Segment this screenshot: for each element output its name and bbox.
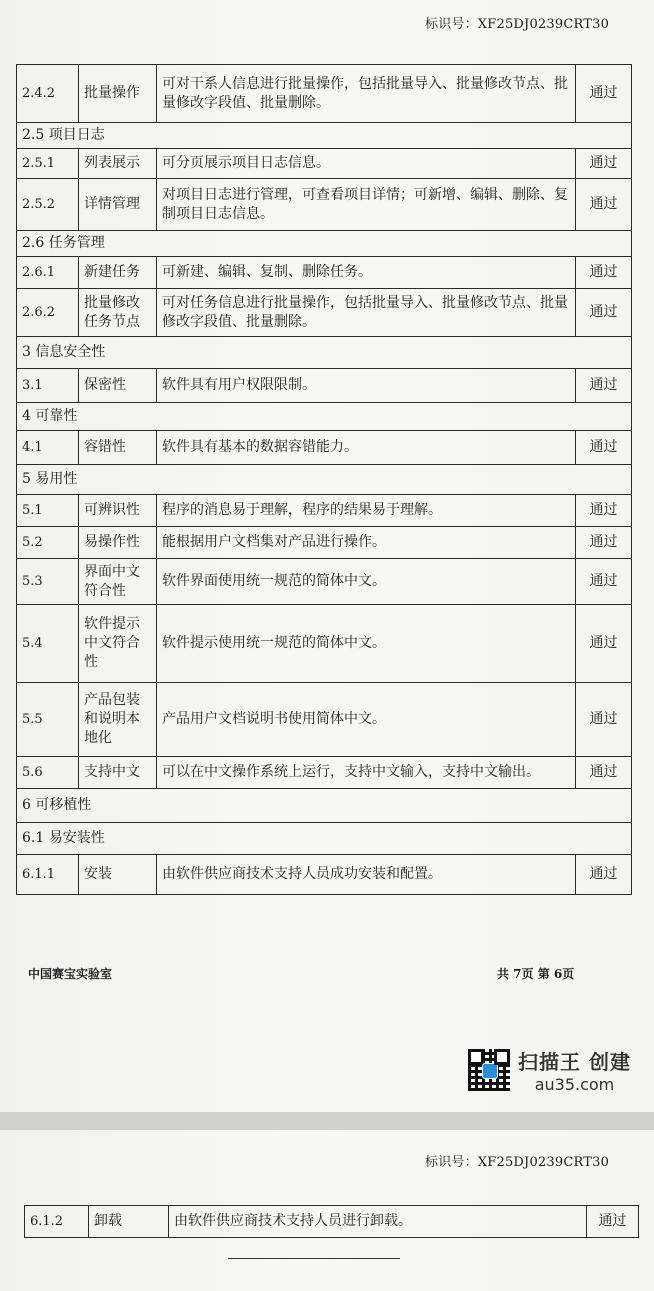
table-row — [17, 683, 632, 757]
item-result: 通过 — [576, 855, 632, 895]
section-heading: 6 可移植性 — [17, 789, 632, 823]
section-heading: 3 信息安全性 — [17, 337, 632, 369]
item-number: 5.2 — [17, 527, 79, 559]
page-number: 共 7页 第 6页 — [497, 967, 575, 981]
item-name: 详情管理 — [79, 179, 157, 231]
item-description: 可以在中文操作系统上运行，支持中文输入，支持中文输出。 — [157, 757, 576, 789]
item-description: 由软件供应商技术支持人员成功安装和配置。 — [157, 855, 576, 895]
item-description: 能根据用户文档集对产品进行操作。 — [157, 527, 576, 559]
item-name: 产品包装和说明本地化 — [79, 683, 157, 757]
item-number: 2.6.2 — [17, 289, 79, 337]
signature-line — [228, 1258, 400, 1259]
lab-name: 中国赛宝实验室 — [28, 967, 113, 981]
item-description: 可分页展示项目日志信息。 — [157, 149, 576, 179]
document-id-page-2: 标识号：XF25DJ0239CRT30 — [425, 1155, 610, 1170]
item-name: 软件提示中文符合性 — [79, 605, 157, 683]
item-result: 通过 — [576, 431, 632, 465]
table-row — [25, 1206, 639, 1238]
item-result: 通过 — [576, 179, 632, 231]
item-result: 通过 — [576, 495, 632, 527]
item-description: 可新建、编辑、复制、删除任务。 — [157, 257, 576, 289]
item-name: 界面中文符合性 — [79, 559, 157, 605]
section-heading: 2.5 项目日志 — [17, 123, 632, 149]
item-number: 4.1 — [17, 431, 79, 465]
item-name: 批量修改任务节点 — [79, 289, 157, 337]
item-result: 通过 — [576, 605, 632, 683]
section-row — [17, 789, 632, 823]
item-name: 保密性 — [79, 369, 157, 403]
item-result: 通过 — [587, 1206, 639, 1238]
table-row — [17, 179, 632, 231]
item-name: 可辨识性 — [79, 495, 157, 527]
item-description: 软件具有基本的数据容错能力。 — [157, 431, 576, 465]
document-id: 标识号：XF25DJ0239CRT30 — [425, 17, 610, 32]
table-row — [17, 559, 632, 605]
table-row — [17, 289, 632, 337]
section-row — [17, 403, 632, 431]
item-name: 批量操作 — [79, 65, 157, 123]
table-row — [17, 757, 632, 789]
section-heading: 2.6 任务管理 — [17, 231, 632, 257]
item-result: 通过 — [576, 559, 632, 605]
item-number: 2.4.2 — [17, 65, 79, 123]
test-results-table — [16, 64, 632, 895]
item-name: 支持中文 — [79, 757, 157, 789]
section-row — [17, 823, 632, 855]
item-name: 易操作性 — [79, 527, 157, 559]
item-name: 容错性 — [79, 431, 157, 465]
table-row — [17, 149, 632, 179]
section-row — [17, 337, 632, 369]
item-result: 通过 — [576, 289, 632, 337]
item-number: 6.1.1 — [17, 855, 79, 895]
item-name: 新建任务 — [79, 257, 157, 289]
item-number: 5.4 — [17, 605, 79, 683]
item-result: 通过 — [576, 757, 632, 789]
scanner-watermark — [468, 1046, 631, 1094]
item-name: 列表展示 — [79, 149, 157, 179]
table-row — [17, 369, 632, 403]
item-result: 通过 — [576, 65, 632, 123]
item-result: 通过 — [576, 149, 632, 179]
table-row — [17, 431, 632, 465]
section-heading: 5 易用性 — [17, 465, 632, 495]
item-description: 软件提示使用统一规范的简体中文。 — [157, 605, 576, 683]
item-result: 通过 — [576, 257, 632, 289]
section-row — [17, 465, 632, 495]
table-row — [17, 65, 632, 123]
item-result: 通过 — [576, 683, 632, 757]
item-number: 5.1 — [17, 495, 79, 527]
item-number: 2.5.2 — [17, 179, 79, 231]
item-description: 可对任务信息进行批量操作，包括批量导入、批量修改节点、批量修改字段值、批量删除。 — [157, 289, 576, 337]
page-gap — [0, 1112, 654, 1130]
item-name: 卸载 — [89, 1206, 169, 1238]
qr-code-icon — [468, 1049, 510, 1091]
item-number: 5.6 — [17, 757, 79, 789]
watermark-url: au35.com — [534, 1075, 615, 1094]
section-heading: 4 可靠性 — [17, 403, 632, 431]
item-description: 产品用户文档说明书使用简体中文。 — [157, 683, 576, 757]
table-row — [17, 495, 632, 527]
item-name: 安装 — [79, 855, 157, 895]
item-description: 可对干系人信息进行批量操作，包括批量导入、批量修改节点、批量修改字段值、批量删除。 — [157, 65, 576, 123]
table-row — [17, 257, 632, 289]
item-description: 对项目日志进行管理，可查看项目详情；可新增、编辑、删除、复制项目日志信息。 — [157, 179, 576, 231]
item-description: 软件具有用户权限限制。 — [157, 369, 576, 403]
document-page-7 — [0, 1130, 654, 1291]
test-results-table-continued — [24, 1205, 639, 1238]
item-number: 2.5.1 — [17, 149, 79, 179]
item-number: 5.3 — [17, 559, 79, 605]
item-number: 3.1 — [17, 369, 79, 403]
section-row — [17, 123, 632, 149]
table-row — [17, 527, 632, 559]
item-description: 软件界面使用统一规范的简体中文。 — [157, 559, 576, 605]
item-description: 由软件供应商技术支持人员进行卸载。 — [169, 1206, 587, 1238]
item-number: 6.1.2 — [25, 1206, 89, 1238]
item-number: 5.5 — [17, 683, 79, 757]
table-row — [17, 605, 632, 683]
section-heading: 6.1 易安装性 — [17, 823, 632, 855]
item-description: 程序的消息易于理解，程序的结果易于理解。 — [157, 495, 576, 527]
item-result: 通过 — [576, 369, 632, 403]
watermark-title: 扫描王 创建 — [518, 1050, 631, 1074]
table-row — [17, 855, 632, 895]
item-result: 通过 — [576, 527, 632, 559]
section-row — [17, 231, 632, 257]
item-number: 2.6.1 — [17, 257, 79, 289]
